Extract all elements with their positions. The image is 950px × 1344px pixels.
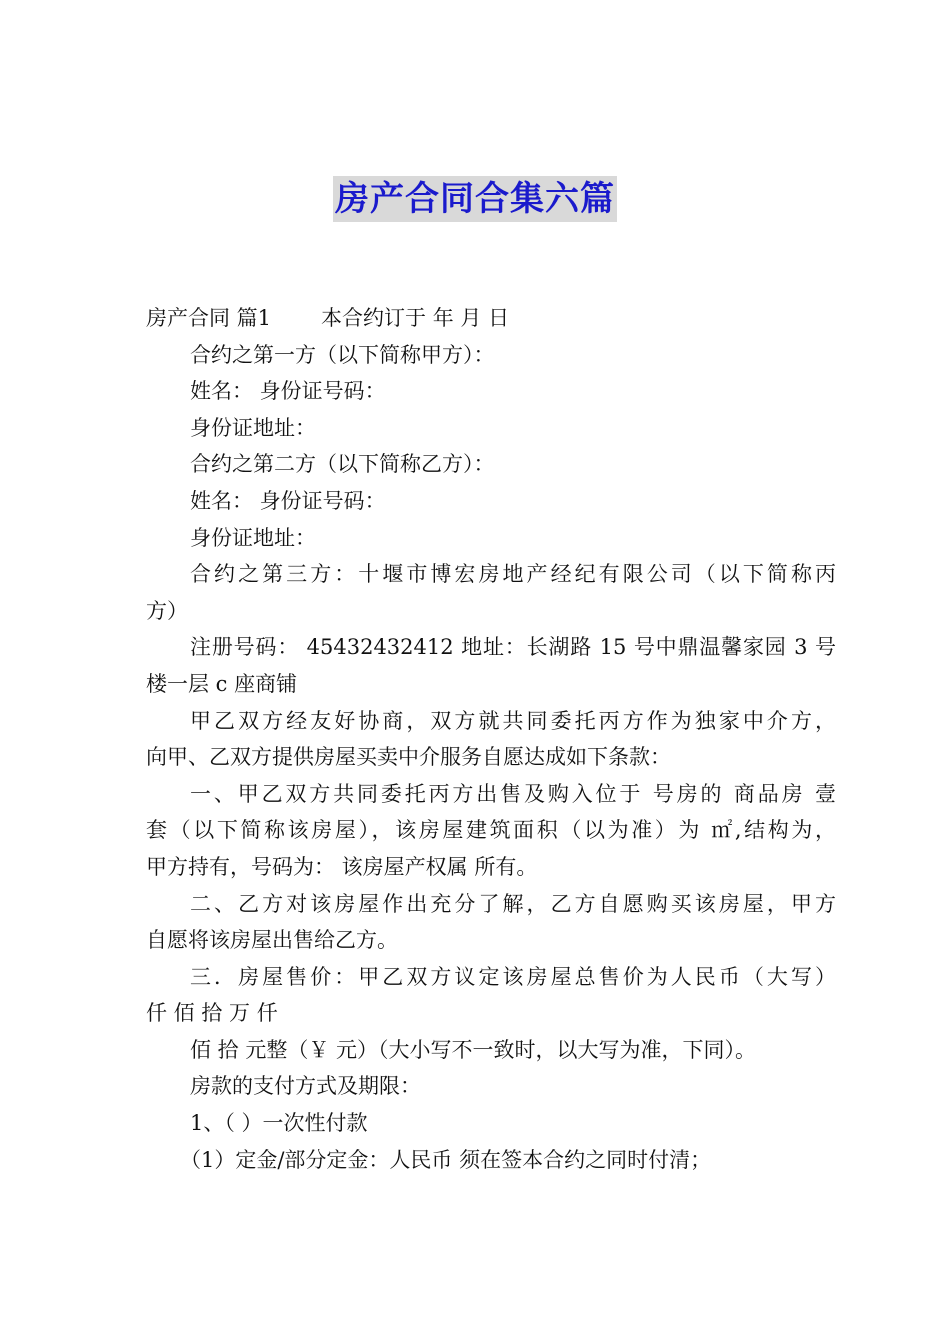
document-title: 房产合同合集六篇	[333, 176, 617, 222]
paragraph-line: 房款的支付方式及期限：	[190, 1074, 421, 1099]
heading-line	[146, 300, 836, 337]
paragraph-line: 一、甲乙双方共同委托丙方出售及购入位于 号房的 商品房 壹	[190, 781, 836, 806]
paragraph-line: 方）	[146, 598, 188, 623]
title-container	[0, 176, 950, 222]
paragraph-line: 身份证地址：	[190, 525, 316, 550]
contract-date-line: 本合约订于 年 月 日	[321, 306, 510, 330]
paragraph-line: 姓名： 身份证号码：	[190, 379, 386, 404]
paragraph-line: 姓名： 身份证号码：	[190, 488, 386, 513]
document-body	[146, 300, 836, 1178]
paragraph-line: 套（以下简称该房屋），该房屋建筑面积（以为准）为 ㎡,结构为，	[146, 818, 836, 843]
paragraph-line: 三．房屋售价：甲乙双方议定该房屋总售价为人民币（大写）	[190, 964, 836, 989]
section-heading: 房产合同 篇1	[146, 306, 272, 330]
paragraph-line: 合约之第三方：十堰市博宏房地产经纪有限公司（以下简称丙	[190, 562, 836, 587]
paragraph-line: 佰 拾 元整（￥ 元）（大小写不一致时，以大写为准，下同）。	[190, 1037, 757, 1062]
paragraph-line: 二、乙方对该房屋作出充分了解，乙方自愿购买该房屋，甲方	[190, 891, 836, 916]
paragraph-line: 楼一层 c 座商铺	[146, 671, 298, 696]
paragraph-line: （1）定金/部分定金：人民币 须在签本合约之同时付清；	[180, 1147, 712, 1172]
paragraph-line: 自愿将该房屋出售给乙方。	[146, 928, 398, 953]
paragraph-line: 注册号码： 45432432412 地址：长湖路 15 号中鼎温馨家园 3 号	[190, 635, 836, 660]
paragraph-line: 1、（ ）一次性付款	[190, 1111, 368, 1136]
paragraph-line: 向甲、乙双方提供房屋买卖中介服务自愿达成如下条款：	[146, 745, 671, 770]
paragraph-line: 合约之第一方（以下简称甲方）：	[190, 342, 495, 367]
paragraph-line: 仟 佰 拾 万 仟	[146, 1001, 278, 1026]
paragraph-line: 身份证地址：	[190, 415, 316, 440]
paragraph-line: 合约之第二方（以下简称乙方）：	[190, 452, 495, 477]
paragraph-line: 甲方持有，号码为： 该房屋产权属 所有。	[146, 854, 538, 879]
paragraph-line: 甲乙双方经友好协商，双方就共同委托丙方作为独家中介方，	[190, 708, 836, 733]
